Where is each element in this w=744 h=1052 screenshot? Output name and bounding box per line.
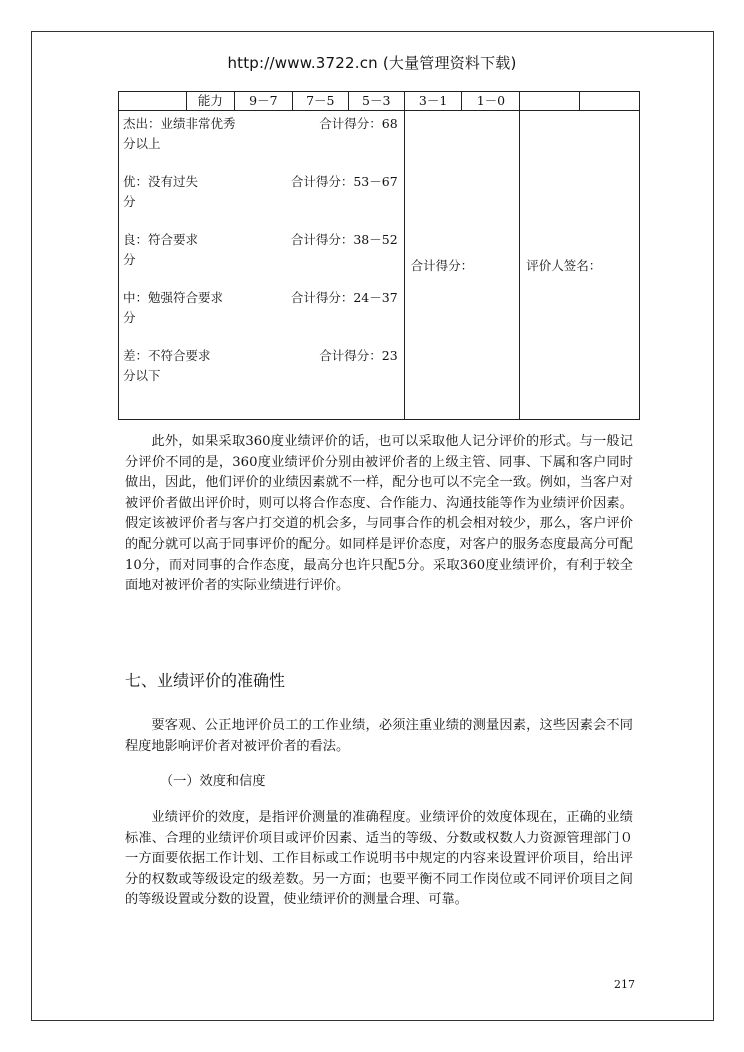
table-body-row — [119, 111, 640, 420]
table-header-row — [119, 92, 640, 111]
grade-continuation: 分 — [123, 310, 136, 325]
section-title: 七、业绩评价的准确性 — [125, 671, 286, 690]
grade-item — [123, 288, 400, 328]
page-number: 217 — [614, 978, 635, 991]
grade-score: 合计得分：53－67 — [290, 174, 398, 189]
subsection-title: （一）效度和信度 — [160, 774, 266, 789]
paragraph-validity: 业绩评价的效度，是指评价测量的准确程度。业绩评价的效度体现在，正确的业绩标准、合理的业绩评价项目或评价因素、适当的等级、分数或权数人力资源管理部门０一方面要依据工作计划、工作目标或工作说明书中规定的内容来设置评价项目，给出评分的权数或等级设定的级差数。另一方面；也要平衡不同工作岗位或不同评价项目之间的等级设置或分数的设置，使业绩评价的测量合理、可靠。 — [125, 810, 633, 908]
header-cell: 3－1 — [404, 92, 462, 111]
header-cell — [520, 92, 580, 111]
header-cell: 7－5 — [292, 92, 348, 111]
grade-continuation: 分以上 — [123, 136, 161, 151]
grade-item — [123, 346, 400, 386]
grade-item — [123, 230, 400, 270]
grade-label: 中：勉强符合要求 — [123, 290, 224, 305]
grade-score: 合计得分：38－52 — [290, 232, 398, 247]
header-url[interactable]: http://www.3722.cn (大量管理资料下载) — [227, 54, 517, 72]
grade-continuation: 分 — [123, 252, 136, 267]
header-cell: 1－0 — [462, 92, 520, 111]
grade-score: 合计得分：68 — [319, 116, 398, 131]
grade-label: 差：不符合要求 — [123, 348, 211, 363]
evaluation-table — [118, 91, 640, 420]
grade-label: 优：没有过失 — [123, 174, 199, 189]
header-cell — [119, 92, 187, 111]
signature-cell: 评价人签名： — [520, 111, 640, 420]
total-score-cell: 合计得分： — [404, 111, 520, 420]
paragraph-accuracy-intro: 要客观、公正地评价员工的工作业绩，必须注重业绩的测量因素，这些因素会不同程度地影响评价者对被评价者的看法。 — [125, 718, 633, 754]
header-cell: 9－7 — [234, 92, 292, 111]
grade-continuation: 分以下 — [123, 368, 161, 383]
header-cell: 5－3 — [348, 92, 404, 111]
header-cell-ability: 能力 — [186, 92, 234, 111]
grade-label: 良：符合要求 — [123, 232, 199, 247]
grade-score: 合计得分：23 — [319, 348, 398, 363]
paragraph-360-evaluation: 此外，如果采取360度业绩评价的话，也可以采取他人记分评价的形式。与一般记分评价不同的是，360度业绩评价分别由被评价者的上级主管、同事、下属和客户同时做出，因此，他们评价的业绩因素就不一样，配分也可以不完全一致。例如，当客户对被评价者做出评价时，则可以将合作态度、合作能力、沟通技能等作为业绩评价因素。假定该被评价者与客户打交道的机会多，与同事合作的机会相对较少，那么，客户评价的配分就可以高于同事评价的配分。如同样是评价态度，对客户的服务态度最高分可配10分，而对同事的合作态度，最高分也许只配5分。采取360度业绩评价，有利于较全面地对被评价者的实际业绩进行评价。 — [125, 434, 633, 594]
grade-item — [123, 114, 400, 154]
grade-scale-cell — [119, 111, 405, 420]
grade-item — [123, 172, 400, 212]
grade-score: 合计得分：24－37 — [290, 290, 398, 305]
header-cell — [580, 92, 640, 111]
grade-label: 杰出：业绩非常优秀 — [123, 116, 236, 131]
grade-continuation: 分 — [123, 194, 136, 209]
